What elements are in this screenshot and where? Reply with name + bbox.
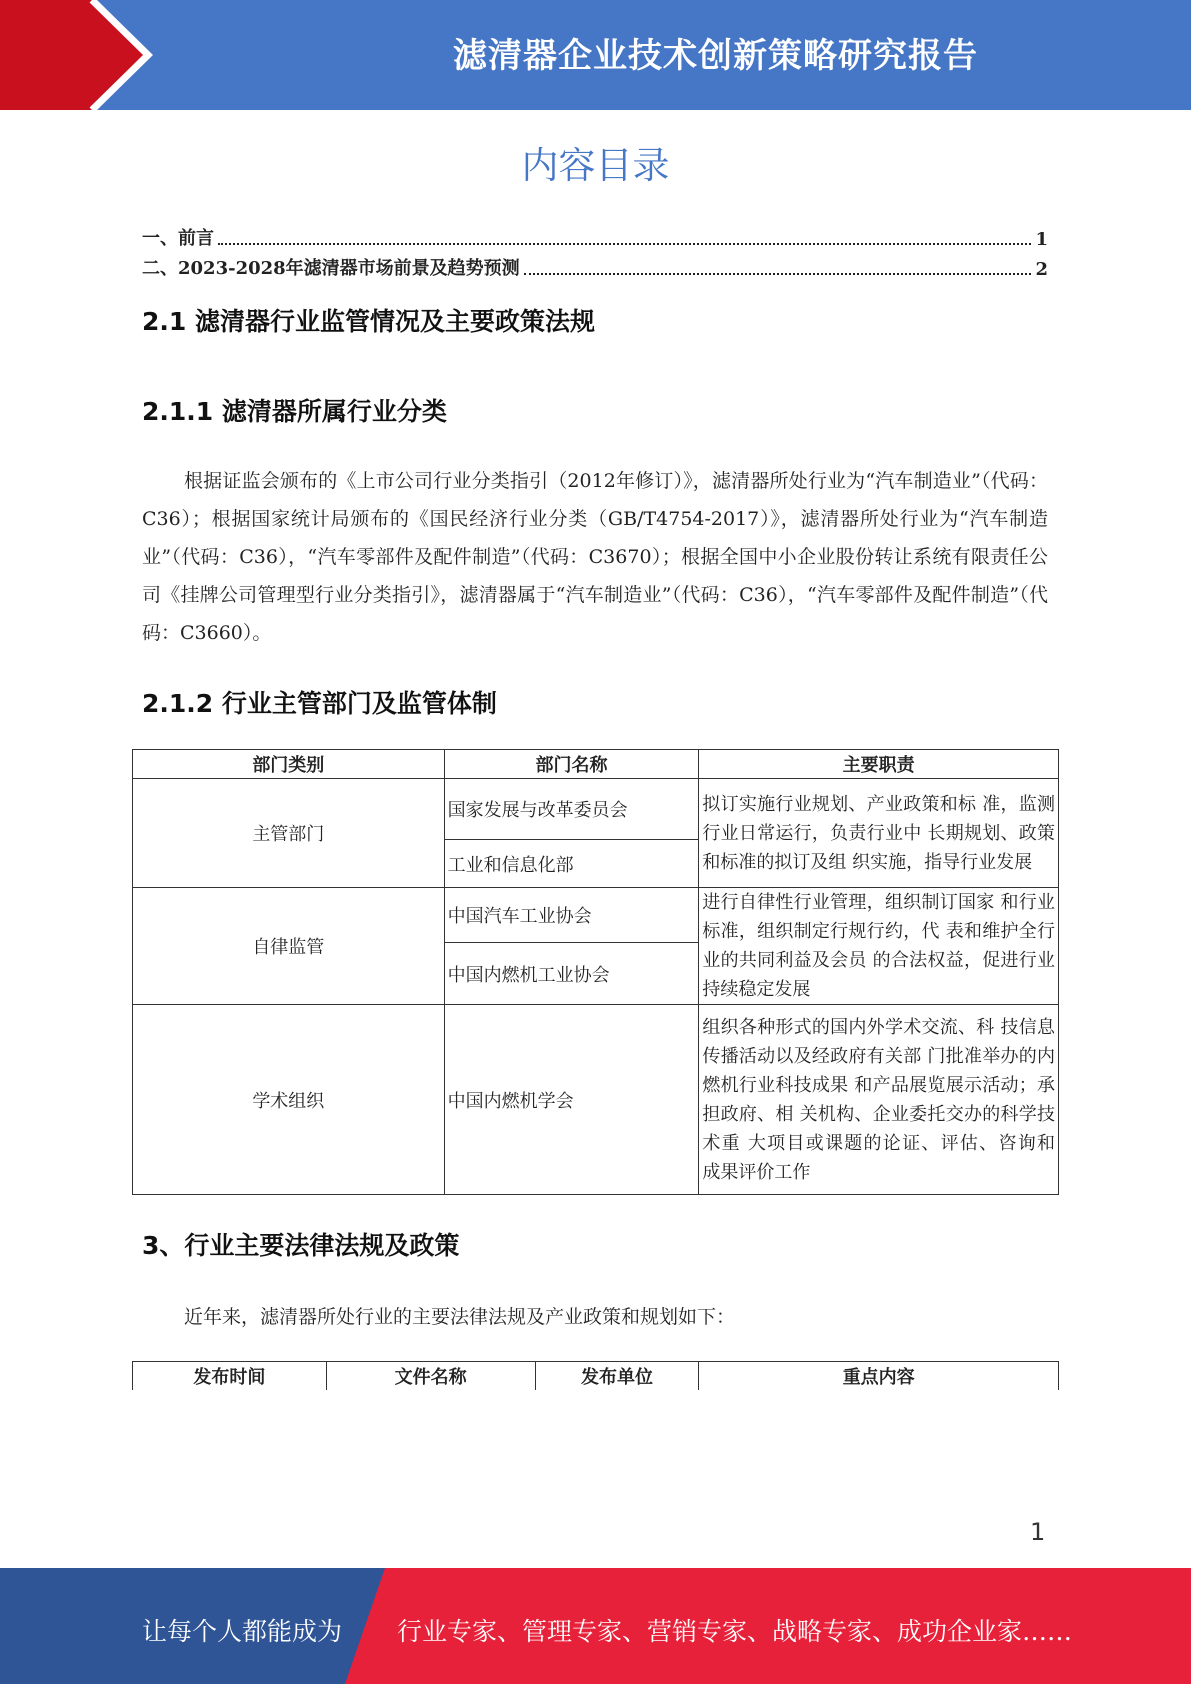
table-row	[133, 888, 1059, 943]
table-row	[133, 1005, 1059, 1195]
department-category: 学术组织	[133, 1005, 445, 1195]
department-category: 自律监管	[133, 888, 445, 1005]
department-name: 中国汽车工业协会	[444, 888, 699, 943]
department-name: 国家发展与改革委员会	[444, 779, 699, 840]
table-header-row	[133, 750, 1059, 779]
table-row	[133, 779, 1059, 840]
section-heading-3: 3、行业主要法律法规及政策	[142, 1231, 460, 1260]
toc-title: 内容目录	[521, 144, 670, 187]
toc-entry-label: 一、前言	[142, 228, 214, 249]
table-header-cell: 部门类别	[133, 750, 445, 779]
table-header-cell: 文件名称	[326, 1362, 535, 1390]
industry-classification-paragraph: 根据证监会颁布的《上市公司行业分类指引（2012年修订）》，滤清器所处行业为“汽车制造业”（代码：C36）；根据国家统计局颁布的《国民经济行业分类（GB/T4754-2017）》，滤清器所处行业为“汽车制造业”（代码：C36），“汽车零部件及配件制造”（代码：C3670）；根据全国中小企业股份转让系统有限责任公司《挂牌公司管理型行业分类指引》，滤清器属于“汽车制造业”（代码：C36），“汽车零部件及配件制造”（代码：C3660）。	[142, 470, 1048, 644]
toc-leader-dots	[218, 243, 1031, 245]
toc-entry[interactable]	[142, 254, 1048, 280]
department-duty: 进行自律性行业管理，组织制订国家 和行业标准，组织制定行规行约，代 表和维护全行业的共同利益及会员 的合法权益，促进行业持续稳定发展	[699, 888, 1059, 1005]
section-heading-2-1-1: 2.1.1 滤清器所属行业分类	[142, 397, 447, 426]
department-duty: 组织各种形式的国内外学术交流、科 技信息传播活动以及经政府有关部 门批准举办的内燃机行业科技成果 和产品展览展示活动；承担政府、相 关机构、企业委托交办的科学技术重 大项目或课题的论证、评估、咨询和 成果评价工作	[699, 1005, 1059, 1195]
table-header-cell: 重点内容	[699, 1362, 1059, 1390]
table-header-cell: 发布单位	[535, 1362, 699, 1390]
toc-entry[interactable]	[142, 224, 1048, 250]
toc-entry-page: 2	[1035, 259, 1048, 280]
toc-entry-page: 1	[1035, 229, 1048, 250]
regulator-table	[132, 749, 1059, 1195]
toc-leader-dots	[524, 273, 1032, 275]
policy-intro-paragraph: 近年来，滤清器所处行业的主要法律法规及产业政策和规划如下：	[184, 1306, 736, 1328]
report-title: 滤清器企业技术创新策略研究报告	[453, 36, 978, 76]
section-heading-2-1: 2.1 滤清器行业监管情况及主要政策法规	[142, 307, 595, 336]
footer-banner	[0, 1568, 1191, 1684]
department-category: 主管部门	[133, 779, 445, 888]
table-header-row	[133, 1362, 1059, 1390]
department-name: 工业和信息化部	[444, 840, 699, 888]
section-heading-2-1-2: 2.1.2 行业主管部门及监管体制	[142, 689, 497, 718]
department-name: 中国内燃机学会	[444, 1005, 699, 1195]
table-header-cell: 部门名称	[444, 750, 699, 779]
page-number: 1	[1030, 1518, 1046, 1546]
policy-table	[132, 1361, 1059, 1390]
department-duty: 拟订实施行业规划、产业政策和标 准，监测行业日常运行，负责行业中 长期规划、政策和标准的拟订及组 织实施，指导行业发展	[699, 779, 1059, 888]
table-header-cell: 发布时间	[133, 1362, 327, 1390]
toc-entry-label: 二、2023-2028年滤清器市场前景及趋势预测	[142, 258, 520, 279]
header-banner	[0, 0, 1191, 110]
footer-slogan-left: 让每个人都能成为	[142, 1617, 343, 1646]
department-name: 中国内燃机工业协会	[444, 943, 699, 1005]
footer-slogan-right: 行业专家、管理专家、营销专家、战略专家、成功企业家……	[397, 1617, 1073, 1646]
table-header-cell: 主要职责	[699, 750, 1059, 779]
